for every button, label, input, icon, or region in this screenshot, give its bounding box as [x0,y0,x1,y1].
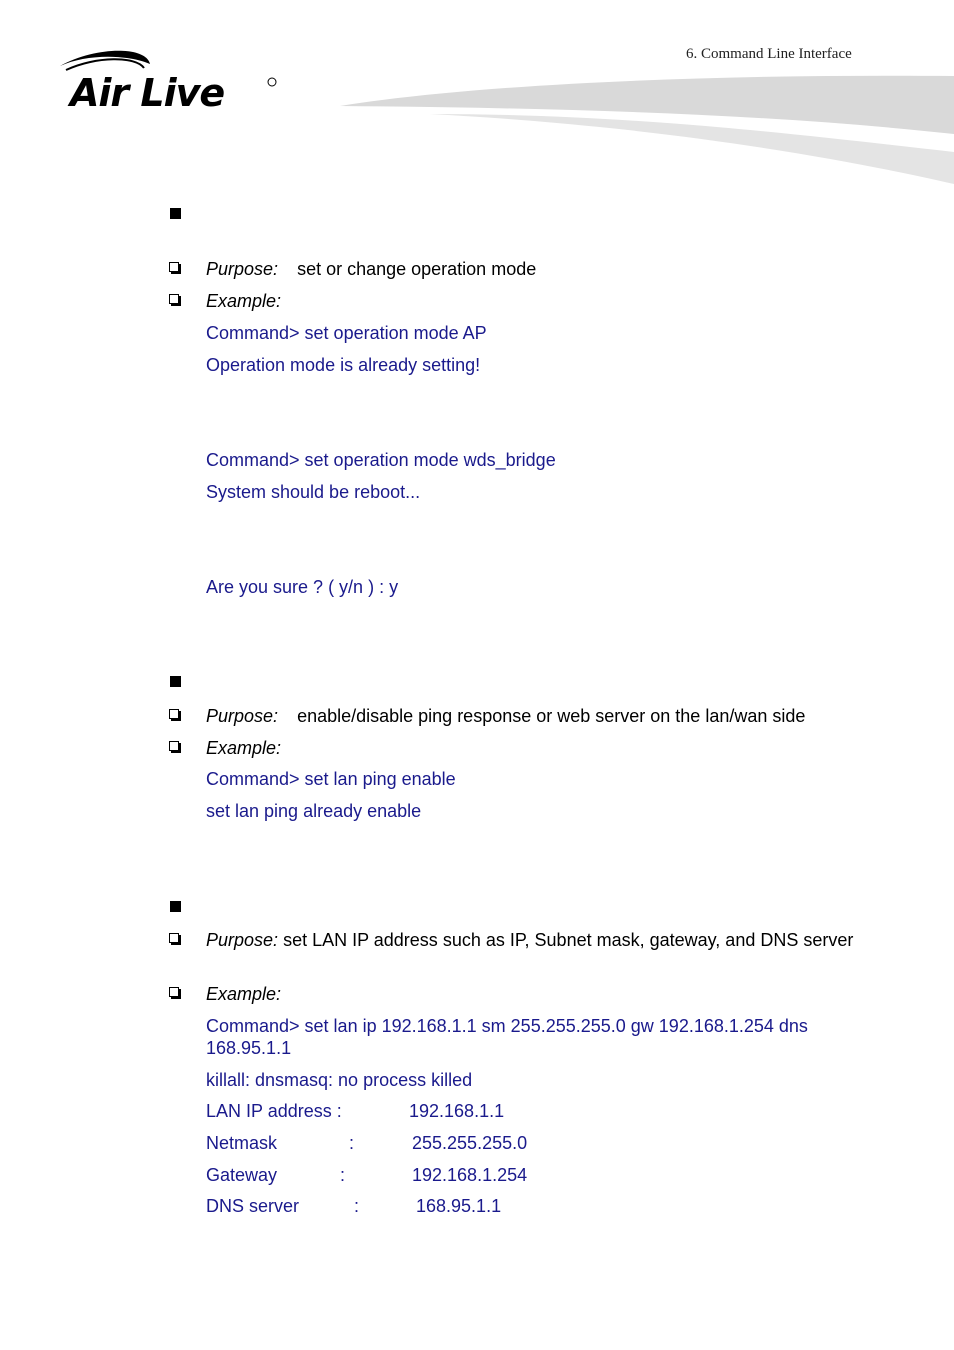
row-key: LAN IP address : [206,1101,342,1121]
row-value: 168.95.1.1 [416,1196,502,1216]
purpose-line [206,258,536,280]
example-command-line: Command> set lan ip 192.168.1.1 sm 255.255.255.0 gw 192.168.1.254 dns 168.95.1.1 [206,1016,808,1058]
example-output-line: Are you sure ? ( y/n ) : y [206,577,399,597]
purpose-text: enable/disable ping response or web server on the lan/wan side [297,706,806,726]
purpose-line [206,929,856,951]
purpose-line [206,705,805,727]
row-value: 255.255.255.0 [412,1133,528,1153]
airlive-logo [56,48,288,114]
example-bullet [169,987,179,997]
example-output-line: set lan ping already enable [206,801,422,821]
section-bullet-ping [170,676,181,687]
purpose-label: Purpose: [206,930,279,950]
netmask-row [206,1132,606,1154]
svg-text:Air Live: Air Live [70,71,225,114]
example-output-line: Command> set operation mode wds_bridge [206,450,556,470]
row-colon: : [349,1133,355,1153]
example-output-line: killall: dnsmasq: no process killed [206,1070,473,1090]
example-bullet [169,294,179,304]
example-label: Example: [206,291,282,311]
row-value: 192.168.1.254 [412,1165,528,1185]
purpose-label: Purpose: [206,259,279,279]
purpose-text: set or change operation mode [297,259,537,279]
example-bullet [169,741,179,751]
example-output-line: Command> set lan ping enable [206,769,456,789]
row-colon: : [340,1165,346,1185]
example-output-line: Command> set operation mode AP [206,323,487,343]
purpose-text: set LAN IP address such as IP, Subnet mask, gateway, and DNS server [283,930,854,950]
dns-server-row [206,1195,606,1217]
lan-ip-row [206,1100,606,1122]
section-bullet-operation-mode [170,208,181,219]
purpose-bullet [169,933,179,943]
row-key: Netmask [206,1133,278,1153]
purpose-label: Purpose: [206,706,279,726]
gateway-row [206,1164,606,1186]
section-bullet-lan-ip [170,901,181,912]
row-value: 192.168.1.1 [409,1101,505,1121]
page-header-chapter: 6. Command Line Interface [686,46,852,62]
example-output-line: Operation mode is already setting! [206,355,481,375]
row-key: Gateway [206,1165,278,1185]
row-key: DNS server [206,1196,300,1216]
purpose-bullet [169,262,179,272]
row-colon: : [354,1196,360,1216]
example-label: Example: [206,984,282,1004]
header-swoosh-graphic [340,74,954,186]
example-output-line: System should be reboot... [206,482,421,502]
purpose-bullet [169,709,179,719]
example-label: Example: [206,738,282,758]
